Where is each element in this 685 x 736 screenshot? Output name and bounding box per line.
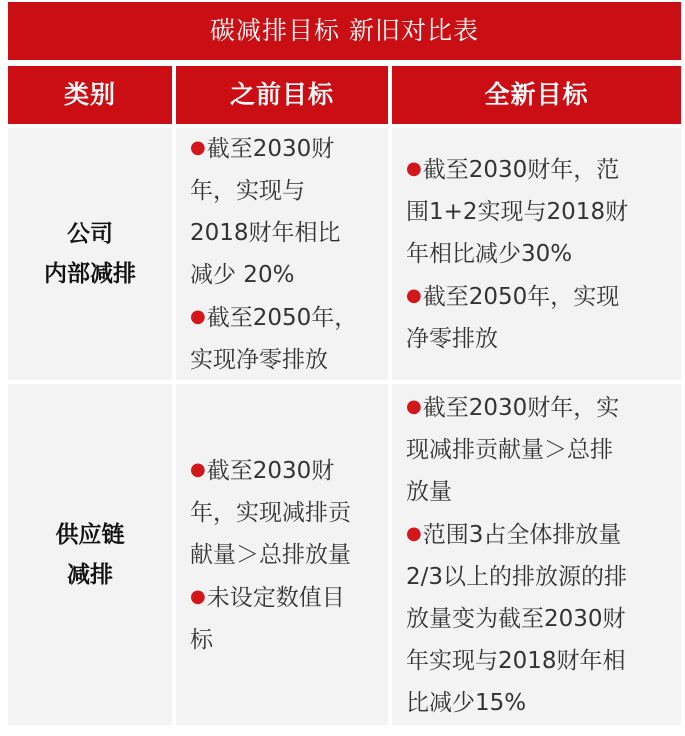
row-2-category-text: 供应链 减排 <box>55 521 125 588</box>
table-title: 碳减排目标 新旧对比表 <box>8 2 681 60</box>
row-1-previous <box>176 128 388 380</box>
bullet-dot-icon: ● <box>190 306 206 327</box>
header-new-target: 全新目标 <box>392 66 681 124</box>
row-1-category-text: 公司 内部减排 <box>44 221 136 287</box>
row-1-previous-text-1: 截至2030财 年，实现与 2018财年相比 减少 20% <box>190 136 341 288</box>
row-1-new-bullet-2 <box>406 275 671 360</box>
row-2-new-text-2: 范围3占全体排放量 2/3以上的排放源的排 放量变为截至2030财 年实现与2018财年相 比减少15% <box>406 521 628 716</box>
row-1-new-bullet-1 <box>406 148 671 275</box>
header-category: 类别 <box>8 66 172 124</box>
row-1-new-text-2: 截至2050年，实现 净零排放 <box>406 284 620 352</box>
row-1-category <box>8 128 172 380</box>
row-2-previous-text-1: 截至2030财 年，实现减排贡 献量＞总排放量 <box>190 457 351 568</box>
row-2-new <box>392 384 681 725</box>
row-2-previous-bullet-2 <box>190 576 378 661</box>
row-1-new <box>392 128 681 380</box>
row-2-previous-bullet-1 <box>190 449 378 576</box>
bullet-dot-icon: ● <box>406 285 422 306</box>
header-previous-target: 之前目标 <box>176 66 388 124</box>
bullet-dot-icon: ● <box>190 137 206 158</box>
bullet-dot-icon: ● <box>190 585 206 607</box>
row-1-previous-text-2: 截至2050年， 实现净零排放 <box>190 305 358 373</box>
row-2-category <box>8 384 172 725</box>
row-2-previous <box>176 384 388 725</box>
bullet-dot-icon: ● <box>406 395 422 417</box>
row-2-new-bullet-1 <box>406 386 671 513</box>
row-1-new-text-1: 截至2030财年，范 围1+2实现与2018财 年相比减少30% <box>406 157 629 267</box>
row-1-previous-bullet-2 <box>190 296 378 381</box>
bullet-dot-icon: ● <box>190 458 206 480</box>
row-2-previous-text-2: 未设定数值目 标 <box>190 584 345 653</box>
bullet-dot-icon: ● <box>406 522 422 544</box>
bullet-dot-icon: ● <box>406 158 422 179</box>
row-1-previous-bullet-1 <box>190 127 378 296</box>
row-2-new-bullet-2 <box>406 513 671 724</box>
row-2-new-text-1: 截至2030财年，实 现减排贡献量＞总排 放量 <box>406 394 620 505</box>
